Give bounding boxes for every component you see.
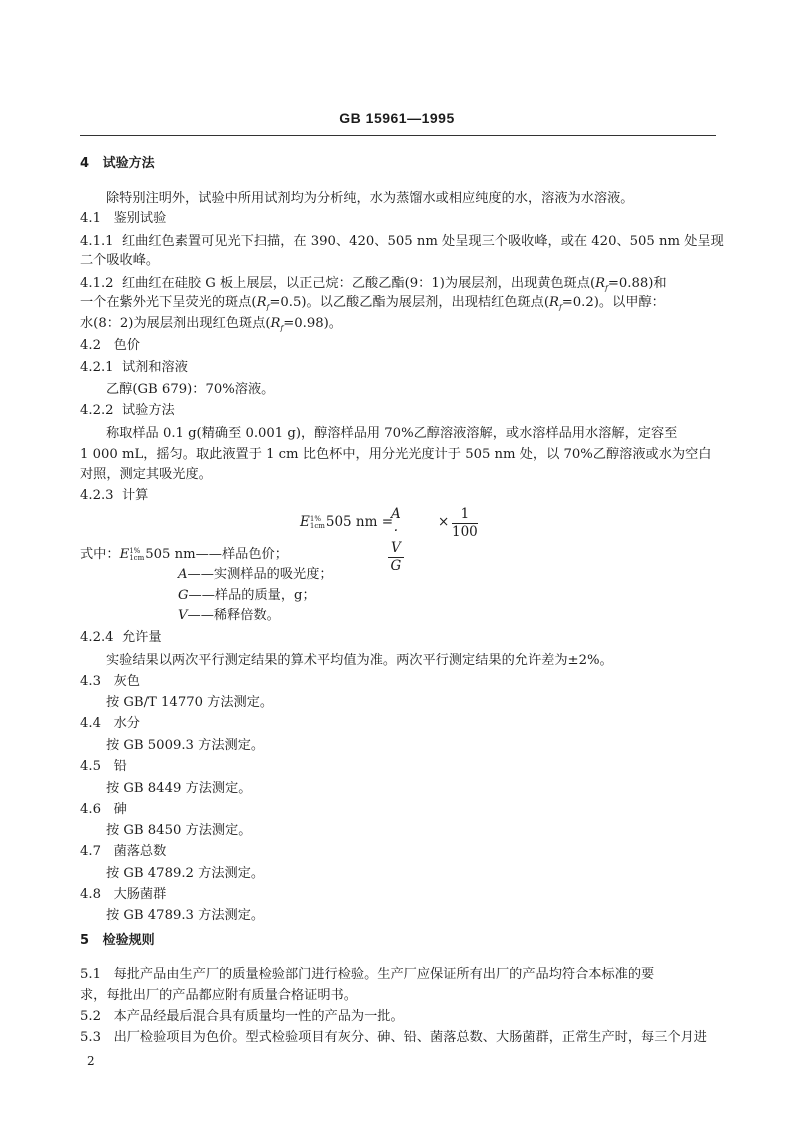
section-4-3-body: 按 GB/T 14770 方法测定。 — [106, 695, 274, 710]
section-title: 色价 — [113, 338, 140, 353]
section-number: 4.2 — [80, 338, 101, 353]
section-title: 试验方法 — [102, 156, 155, 171]
section-4-2-2-heading — [80, 402, 175, 420]
section-5-heading — [80, 932, 155, 950]
section-4-1-2-line-3: 水(8：2)为展层剂出现红色斑点$(R_f=0.98)$。 — [80, 316, 342, 333]
section-title: 试验方法 — [121, 403, 175, 418]
section-4-2-4-heading — [80, 629, 162, 647]
section-4-2-2-line-1: 称取样品 0.1 g(精确至 0.001 g)，醇溶样品用 70%乙醇溶液溶解，或水溶样品用水溶解，定容至 — [106, 426, 678, 441]
section-number: 4.1 — [80, 211, 101, 226]
section-5-3-line: 5.3 出厂检验项目为色价。型式检验项目有灰分、砷、铅、菌落总数、大肠菌群，正常生产时，每三个月进 — [80, 1030, 707, 1045]
section-number: 4.2.4 — [80, 630, 114, 645]
section-4-intro: 除特别注明外，试验中所用试剂均为分析纯，水为蒸馏水或相应纯度的水，溶液为水溶液。 — [106, 191, 634, 206]
section-4-1-1-line-1 — [80, 233, 724, 251]
section-5-1-line-2: 求，每批出厂的产品都应附有质量合格证明书。 — [80, 988, 357, 1003]
section-number: 4.2.2 — [80, 403, 114, 418]
rf-symbol: $R_f$ — [256, 295, 270, 312]
section-4-2-2-line-2: 1 000 mL，摇匀。取此液置于 1 cm 比色杯中，用分光光度计于 505 nm 处，以 70%乙醇溶液或水为空白 — [80, 447, 712, 462]
section-number: 4.2.3 — [80, 488, 114, 503]
formula-lhs: E1% 1cm505 nm = — [300, 514, 394, 530]
section-4-5-heading: 4.5 铅 — [80, 759, 127, 774]
standard-code-header: GB 15961—1995 — [339, 110, 455, 126]
fraction-av-over-g: $\frac{A \cdot V}{G}$ — [388, 506, 404, 575]
section-4-2-4-body: 实验结果以两次平行测定结果的算术平均值为准。两次平行测定结果的允许差为±2%。 — [106, 653, 613, 668]
section-4-4-heading: 4.4 水分 — [80, 716, 140, 731]
paragraph-text: 红曲红色素置可见光下扫描，在 390、420、505 nm 处呈现三个吸收峰，或在 420、505 nm 处呈现 — [121, 234, 724, 249]
section-number: 4.1.2 — [80, 276, 114, 291]
section-4-5-body: 按 GB 8449 方法测定。 — [106, 781, 252, 796]
section-title: 试剂和溶液 — [121, 360, 188, 375]
section-4-2-3-heading — [80, 487, 148, 505]
section-4-1-2-line-1: 4.1.2 红曲红在硅胶 G 板上展层，以正己烷：乙酸乙酯(9：1)为展层剂，出现黄色斑点$(R_f=0.88)$和 — [80, 276, 667, 293]
section-title: 允许量 — [121, 630, 162, 645]
section-title: 鉴别试验 — [113, 211, 167, 226]
section-4-1-1-line-2: 二个吸收峰。 — [80, 253, 160, 268]
section-4-2-heading — [80, 337, 140, 355]
fraction-1-over-100: $\frac{1}{100}$ — [452, 506, 478, 540]
rf-symbol: $R_f$ — [270, 316, 284, 333]
section-4-2-2-line-3: 对照，测定其吸光度。 — [80, 467, 212, 482]
section-4-7-heading: 4.7 菌落总数 — [80, 844, 167, 859]
section-number: 4.2.1 — [80, 360, 114, 375]
section-4-6-body: 按 GB 8450 方法测定。 — [106, 823, 252, 838]
section-title: 计算 — [121, 488, 149, 503]
section-5-1-line-1: 5.1 每批产品由生产厂的质量检验部门进行检验。生产厂应保证所有出厂的产品均符合本标准的要 — [80, 967, 655, 982]
formula-where-line: 式中：E1% 1cm505 nm——样品色价； — [80, 546, 288, 562]
section-4-6-heading: 4.6 砷 — [80, 802, 127, 817]
rf-symbol: $R_f$ — [595, 276, 608, 293]
section-number: 4 — [80, 156, 90, 171]
header-rule — [80, 135, 716, 136]
section-title: 检验规则 — [102, 933, 155, 948]
section-4-8-body: 按 GB 4789.3 方法测定。 — [106, 908, 265, 923]
section-4-1-2-line-2: 一个在紫外光下呈荧光的斑点$(R_f=0.5)$。以乙酸乙酯为展层剂，出现桔红色斑点$(R_f=0.2)$。以甲醇： — [80, 295, 665, 312]
formula-var-a: A——实测样品的吸光度； — [178, 567, 333, 582]
section-4-heading — [80, 155, 155, 173]
page-number: 2 — [87, 1054, 95, 1068]
section-5-2-line: 5.2 本产品经最后混合具有质量均一性的产品为一批。 — [80, 1009, 404, 1024]
formula-var-g: G——样品的质量，g； — [178, 588, 316, 603]
section-4-2-1-heading — [80, 359, 188, 377]
section-4-3-heading: 4.3 灰色 — [80, 674, 140, 689]
section-4-8-heading: 4.8 大肠菌群 — [80, 887, 167, 902]
section-4-2-1-body: 乙醇(GB 679)：70%溶液。 — [106, 382, 275, 397]
section-4-1-heading — [80, 210, 166, 228]
section-4-7-body: 按 GB 4789.2 方法测定。 — [106, 866, 265, 881]
formula-var-v: V——稀释倍数。 — [178, 608, 280, 623]
times-sign: × — [438, 514, 450, 530]
section-number: 5 — [80, 933, 90, 948]
section-number: 4.1.1 — [80, 234, 114, 249]
rf-symbol: $R_f$ — [549, 295, 562, 312]
section-4-4-body: 按 GB 5009.3 方法测定。 — [106, 738, 265, 753]
